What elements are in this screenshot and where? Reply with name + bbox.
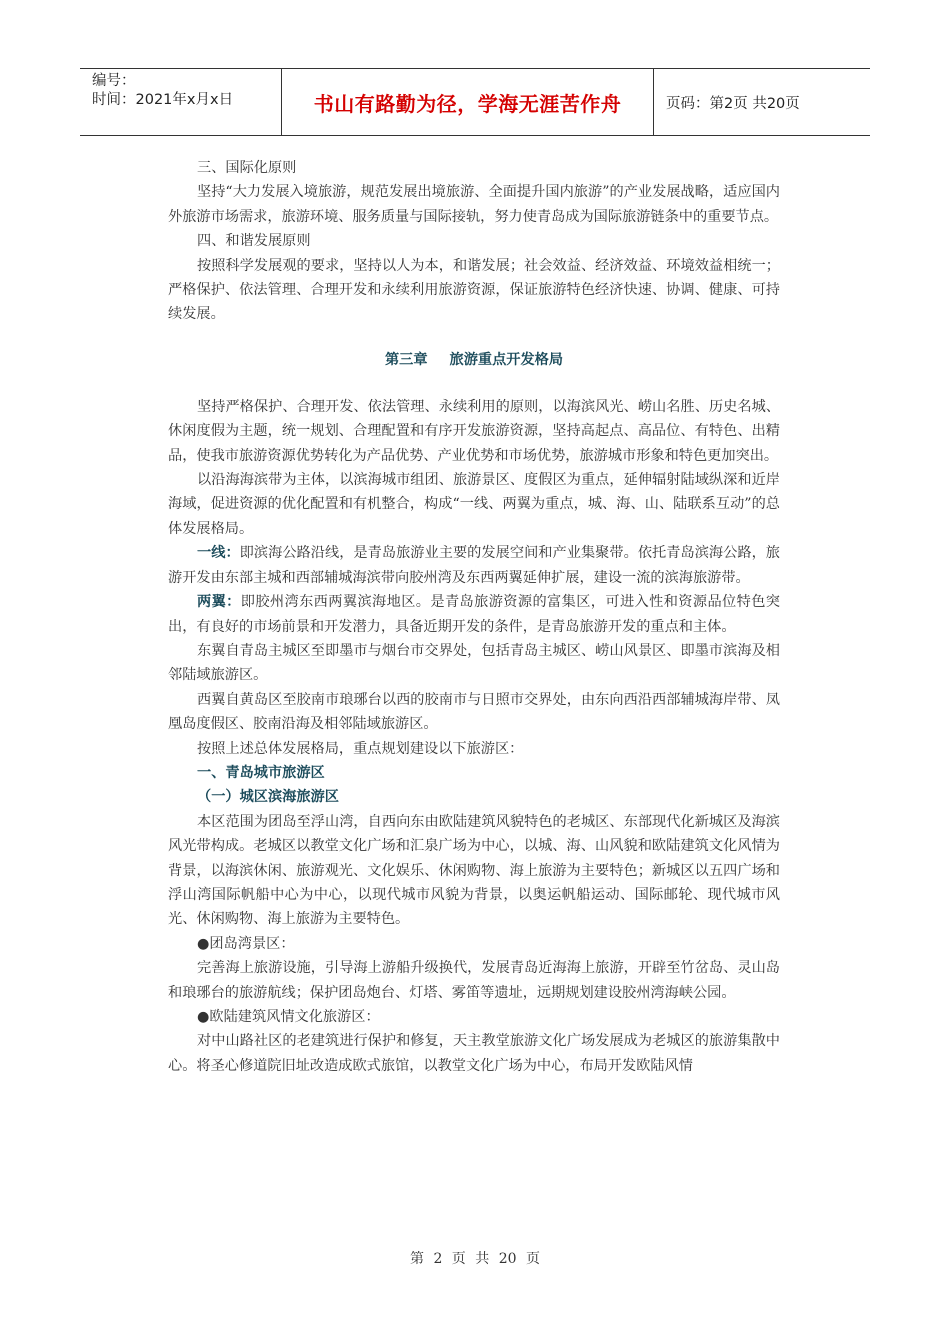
section-heading: 三、国际化原则 xyxy=(197,160,297,176)
paragraph: 坚持严格保护、合理开发、依法管理、永续利用的原则，以海滨风光、崂山名胜、历史名城、休闲度假为主题，统一规划、合理配置和有序开发旅游资源，坚持高起点、高品位、有特色、出精品，使我市旅游资源优势转化为产品优势、产业优势和市场优势，旅游城市形象和特色更加突出。 xyxy=(168,398,780,464)
paragraph: 本区范围为团岛至浮山湾，自西向东由欧陆建筑风貌特色的老城区、东部现代化新城区及海滨风光带构成。老城区以教堂文化广场和汇泉广场为中心，以城、海、山风貌和欧陆建筑文化风情为背景，以海滨休闲、旅游观光、文化娱乐、休闲购物、海上旅游为主要特色；新城区以五四广场和浮山湾国际帆船中心为中心，以现代城市风貌为背景，以奥运帆船运动、国际邮轮、现代城市风光、休闲购物、海上旅游为主要特色。 xyxy=(168,813,780,928)
section-heading: 四、和谐发展原则 xyxy=(197,233,311,250)
paragraph: 按照科学发展观的要求，坚持以人为本，和谐发展；社会效益、经济效益、环境效益相统一；严格保护、依法管理、合理开发和永续利用旅游资源，保证旅游特色经济快速、协调、健康、可持续发展。 xyxy=(168,257,780,323)
bullet-item: ●欧陆建筑风情文化旅游区： xyxy=(197,1009,380,1025)
chapter-name: 旅游重点开发格局 xyxy=(449,351,564,368)
page-footer: 第 2 页 共 20 页 xyxy=(410,1251,540,1267)
paragraph: 坚持“大力发展入境旅游，规范发展出境旅游、全面提升国内旅游”的产业发展战略，适应国内外旅游市场需求，旅游环境、服务质量与国际接轨，努力使青岛成为国际旅游链条中的重要节点。 xyxy=(168,184,780,225)
paragraph: 西翼自黄岛区至胶南市琅琊台以西的胶南市与日照市交界处，由东向西沿西部辅城海岸带、凤凰岛度假区、胶南沿海及相邻陆域旅游区。 xyxy=(168,691,780,733)
paragraph: 对中山路社区的老建筑进行保护和修复，天主教堂旅游文化广场发展成为老城区的旅游集散中心。将圣心修道院旧址改造成欧式旅馆，以教堂文化广场为中心，布局开发欧陆风情 xyxy=(168,1033,780,1074)
chapter-title xyxy=(168,349,780,369)
chapter-number: 第三章 xyxy=(384,351,428,368)
paragraph: 完善海上旅游设施，引导海上游船升级换代，发展青岛近海海上旅游，开辟至竹岔岛、灵山岛和琅琊台的旅游航线；保护团岛炮台、灯塔、雾笛等遗址，远期规划建设胶州湾海峡公园。 xyxy=(168,960,780,1001)
term-label: 一线： xyxy=(197,545,240,562)
header-motto: 书山有路勤为径，学海无涯苦作舟 xyxy=(282,69,654,135)
term-label: 两翼： xyxy=(197,594,241,611)
paragraph: 以沿海海滨带为主体，以滨海城市组团、旅游景区、度假区为重点，延伸辐射陆域纵深和近岸海域，促进资源的优化配置和有机整合，构成“一线、两翼为重点，城、海、山、陆联系互动”的总体发展格局。 xyxy=(168,472,780,537)
subsection-heading: （一）城区滨海旅游区 xyxy=(197,789,339,806)
page-header xyxy=(80,68,870,136)
term-body: 即胶州湾东西两翼滨海地区。是青岛旅游资源的富集区，可进入性和资源品位特色突出，有良好的市场前景和开发潜力，具备近期开发的条件，是青岛旅游开发的重点和主体。 xyxy=(168,594,780,635)
paragraph: 按照上述总体发展格局，重点规划建设以下旅游区： xyxy=(197,740,524,757)
term-body: 即滨海公路沿线，是青岛旅游业主要的发展空间和产业集聚带。依托青岛滨海公路，旅游开发由东部主城和西部辅城海滨带向胶州湾及东西两翼延伸扩展，建设一流的滨海旅游带。 xyxy=(168,545,780,586)
date-text: 时间：2021年x月x日 xyxy=(92,92,234,108)
paragraph xyxy=(168,590,780,639)
paragraph: 东翼自青岛主城区至即墨市与烟台市交界处，包括青岛主城区、崂山风景区、即墨市滨海及相邻陆域旅游区。 xyxy=(168,642,780,684)
paragraph xyxy=(168,541,780,590)
header-page-info: 页码：第2页 共20页 xyxy=(666,95,800,112)
subsection-heading: 一、青岛城市旅游区 xyxy=(197,764,325,781)
document-body xyxy=(168,156,780,1078)
code-label: 编号： xyxy=(92,73,136,89)
bullet-item: ●团岛湾景区： xyxy=(197,935,295,952)
header-meta xyxy=(80,69,282,135)
